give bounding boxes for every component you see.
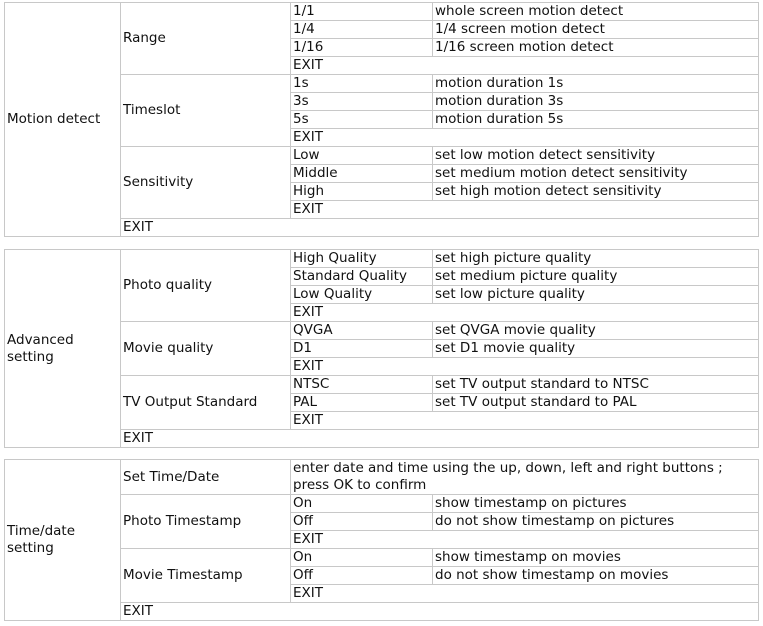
option-value: 3s [291, 93, 433, 111]
option-desc: set high picture quality [433, 250, 759, 268]
option-value: Low Quality [291, 286, 433, 304]
group-label-photo-timestamp: Photo Timestamp [121, 495, 291, 549]
option-value: 1/4 [291, 21, 433, 39]
set-time-desc: enter date and time using the up, down, left and right buttons ; press OK to confirm [291, 460, 759, 495]
option-desc: set low picture quality [433, 286, 759, 304]
group-exit: EXIT [291, 57, 759, 75]
option-desc: show timestamp on pictures [433, 495, 759, 513]
option-desc: set medium picture quality [433, 268, 759, 286]
option-value: High Quality [291, 250, 433, 268]
option-desc: 1/16 screen motion detect [433, 39, 759, 57]
group-label-movie-quality: Movie quality [121, 322, 291, 376]
option-value: Low [291, 147, 433, 165]
option-value: Middle [291, 165, 433, 183]
option-value: Standard Quality [291, 268, 433, 286]
option-desc: set TV output standard to NTSC [433, 376, 759, 394]
group-label-set-time: Set Time/Date [121, 460, 291, 495]
group-exit: EXIT [291, 201, 759, 219]
option-value: On [291, 495, 433, 513]
section-title: Advanced setting [5, 250, 121, 448]
option-desc: set TV output standard to PAL [433, 394, 759, 412]
option-desc: whole screen motion detect [433, 3, 759, 21]
option-desc: show timestamp on movies [433, 549, 759, 567]
advanced-setting-table [4, 249, 759, 448]
group-label-tv-output: TV Output Standard [121, 376, 291, 430]
option-desc: motion duration 5s [433, 111, 759, 129]
option-desc: do not show timestamp on movies [433, 567, 759, 585]
group-label-photo-quality: Photo quality [121, 250, 291, 322]
option-desc: set high motion detect sensitivity [433, 183, 759, 201]
section-exit: EXIT [121, 219, 759, 237]
option-desc: set D1 movie quality [433, 340, 759, 358]
option-value: D1 [291, 340, 433, 358]
option-value: 1/1 [291, 3, 433, 21]
group-exit: EXIT [291, 304, 759, 322]
motion-detect-table [4, 2, 759, 237]
option-desc: motion duration 1s [433, 75, 759, 93]
option-value: QVGA [291, 322, 433, 340]
option-value: NTSC [291, 376, 433, 394]
option-value: 1/16 [291, 39, 433, 57]
time-date-setting-table [4, 459, 759, 621]
option-value: On [291, 549, 433, 567]
option-value: High [291, 183, 433, 201]
group-label-sensitivity: Sensitivity [121, 147, 291, 219]
option-desc: set low motion detect sensitivity [433, 147, 759, 165]
group-exit: EXIT [291, 358, 759, 376]
group-label-range: Range [121, 3, 291, 75]
section-exit: EXIT [121, 430, 759, 448]
group-exit: EXIT [291, 531, 759, 549]
option-value: Off [291, 567, 433, 585]
section-title: Time/date setting [5, 460, 121, 621]
option-desc: 1/4 screen motion detect [433, 21, 759, 39]
option-desc: set QVGA movie quality [433, 322, 759, 340]
option-value: 5s [291, 111, 433, 129]
section-title: Motion detect [5, 3, 121, 237]
group-exit: EXIT [291, 585, 759, 603]
option-value: 1s [291, 75, 433, 93]
option-desc: motion duration 3s [433, 93, 759, 111]
option-desc: set medium motion detect sensitivity [433, 165, 759, 183]
option-value: PAL [291, 394, 433, 412]
group-label-movie-timestamp: Movie Timestamp [121, 549, 291, 603]
group-exit: EXIT [291, 412, 759, 430]
group-label-timeslot: Timeslot [121, 75, 291, 147]
section-exit: EXIT [121, 603, 759, 621]
option-desc: do not show timestamp on pictures [433, 513, 759, 531]
group-exit: EXIT [291, 129, 759, 147]
option-value: Off [291, 513, 433, 531]
